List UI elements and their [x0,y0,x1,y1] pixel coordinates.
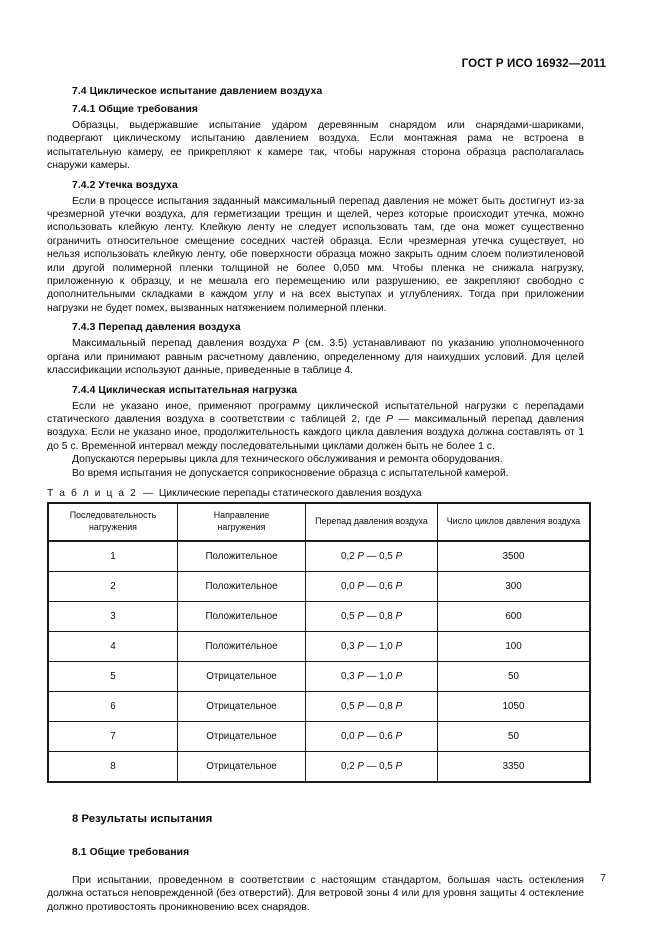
paragraph-7-4-4-note-2: Во время испытания не допускается соприкосновение образца с испытательной камерой. [72,467,509,479]
cell-direction: Положительное [178,571,306,601]
pressure-variable-symbol: P [395,550,403,562]
table-2-caption-label: Т а б л и ц а 2 [47,487,138,499]
table-row [48,691,590,721]
column-header-direction [178,503,306,541]
table-row [48,751,590,782]
cell-cycle-count: 600 [438,601,591,631]
cell-sequence: 5 [48,661,178,691]
cell-direction: Отрицательное [178,751,306,782]
cell-direction: Отрицательное [178,691,306,721]
pressure-range-separator: — [363,580,380,592]
column-header-pressure-difference [306,503,438,541]
cell-direction: Отрицательное [178,661,306,691]
heading-7-4-4: 7.4.4 Циклическая испытательная нагрузка [72,384,298,396]
table-header-row [48,503,590,541]
cell-direction: Положительное [178,631,306,661]
table-2-caption-dash: — [137,487,159,499]
heading-8-1: 8.1 Общие требования [72,846,190,858]
cell-sequence: 8 [48,751,178,782]
table-row [48,601,590,631]
pressure-low-value: 0,0 [340,730,358,742]
pressure-variable-symbol: P [386,413,394,425]
column-header-line: Перепад давления воздуха [315,516,428,527]
paragraph-8-1: При испытании, проведенном в соответствии с настоящим стандартом, большая часть остекления должна остаться неповрежденной (без отверстий). Для ветровой зоны 4 или для уровня защиты 4 остекление должно противостоять проникновению всех снарядов. [47,874,584,913]
pressure-range-separator: — [363,760,380,772]
heading-7-4-1: 7.4.1 Общие требования [72,104,198,115]
pressure-range-separator: — [363,640,380,652]
pressure-variable-symbol: P [395,700,403,712]
cell-pressure-difference [306,691,438,721]
column-header-line: нагружения [217,521,266,532]
pressure-variable-symbol: P [395,580,403,592]
pressure-variable-symbol: P [357,640,364,652]
cell-direction: Положительное [178,601,306,631]
pressure-variable-symbol: P [357,550,364,562]
cell-cycle-count: 3350 [438,751,591,782]
pressure-range-separator: — [363,700,380,712]
pressure-high-value: 0,6 [379,730,396,742]
cell-cycle-count: 3500 [438,541,591,572]
pressure-low-value: 0,2 [340,760,358,772]
pressure-variable-symbol: P [395,670,403,682]
table-2-caption [47,488,584,499]
paragraph-7-4-3-lead: Максимальный перепад давления воздуха [72,338,293,350]
cell-pressure-difference [306,601,438,631]
pressure-variable-symbol: P [395,730,403,742]
paragraph-7-4-4-rest: — максимальный перепад давления воздуха. Если не указано иное, продолжительность каждого цикла давления воздуха должна составлять от 1 до 5 с. Временной интервал между последовательными циклами должен быть не более 1 с. [47,413,584,452]
cell-sequence: 6 [48,691,178,721]
pressure-variable-symbol: P [292,338,300,350]
column-header-sequence [48,503,178,541]
cell-pressure-difference [306,631,438,661]
pressure-low-value: 0,5 [340,700,358,712]
heading-7-4-2: 7.4.2 Утечка воздуха [72,179,178,191]
column-header-line: Число циклов давления воздуха [446,516,581,527]
pressure-low-value: 0,0 [340,580,358,592]
paragraph-7-4-1: Образцы, выдержавшие испытание ударом деревянным снарядом или снарядами-шариками, подвергают циклическому испытанию давлением воздуха. Если монтажная рама не встроена в испытательную камеру, ее прикрепляют к камере так, чтобы наружная сторона образца располагалась снаружи камеры. [47,120,584,172]
table-row [48,571,590,601]
cell-sequence: 2 [48,571,178,601]
table-row [48,721,590,751]
cell-sequence: 3 [48,601,178,631]
cell-pressure-difference [306,661,438,691]
table-row [48,541,590,572]
column-header-line: Направление [213,510,270,521]
pressure-range-separator: — [363,670,380,682]
page-number: 7 [600,873,606,884]
pressure-variable-symbol: P [357,670,364,682]
pressure-range-separator: — [363,550,380,562]
cell-cycle-count: 50 [438,661,591,691]
table-2-caption-text: Циклические перепады статического давления воздуха [158,487,422,499]
cell-cycle-count: 300 [438,571,591,601]
table-header [48,503,590,541]
cell-cycle-count: 1050 [438,691,591,721]
pressure-high-value: 0,6 [379,580,396,592]
table-row [48,631,590,661]
heading-8: 8 Результаты испытания [72,812,213,825]
pressure-low-value: 0,3 [340,670,358,682]
pressure-low-value: 0,2 [340,550,358,562]
paragraph-7-4-3-rest: (см. 3.5) устанавливают по указанию уполномоченного органа или принимают равным расчетному давлению, определенному для наихудших условий. Для целей классификации используют данные, приведенные в таблице 4. [47,338,584,377]
cell-cycle-count: 100 [438,631,591,661]
pressure-variable-symbol: P [395,760,403,772]
pressure-variable-symbol: P [395,610,403,622]
cell-direction: Отрицательное [178,721,306,751]
heading-7-4: 7.4 Циклическое испытание давлением воздуха [72,86,323,97]
cell-direction: Положительное [178,541,306,572]
column-header-line: Последовательность [69,510,157,521]
cell-sequence: 4 [48,631,178,661]
paragraph-7-4-2: Если в процессе испытания заданный максимальный перепад давления не может быть достигнут из-за чрезмерной утечки воздуха, для герметизации трещин и щелей, через которые происходит утечка, можно использовать клейкую ленту. Клейкую ленту не следует использовать там, где она может существенно ограничить относительное смещение соседних частей образца. Если чрезмерная утечка существует, но нельзя использовать клейкую ленту, обе поверхности образца можно закрыть одним слоем полиэтиленовой или другой полимерной пленки толщиной не более 0,050 мм. Чтобы пленка не снижала нагрузку, приложенную к образцу, и не мешала его перемещению или разрушению, ее закрепляют свободно с дополнительными складками в каждом углу и на всех выступах и углублениях. Тогда при приложении нагрузки не будет помех, вызванных натяжением полимерной пленки. [47,195,584,314]
pressure-low-value: 0,5 [340,610,358,622]
pressure-variable-symbol: P [357,700,364,712]
cell-pressure-difference [306,751,438,782]
pressure-variable-symbol: P [357,610,364,622]
table-cyclic-pressure-differences [47,502,591,783]
pressure-variable-symbol: P [357,730,364,742]
pressure-high-value: 0,8 [379,610,396,622]
page-header-standard-number: ГОСТ Р ИСО 16932—2011 [461,58,606,70]
cell-pressure-difference [306,721,438,751]
paragraph-7-4-4-note-1: Допускаются перерывы цикла для технического обслуживания и ремонта оборудования. [72,454,503,466]
cell-sequence: 7 [48,721,178,751]
table-row [48,661,590,691]
pressure-variable-symbol: P [357,580,364,592]
pressure-high-value: 0,8 [379,700,396,712]
document-body [47,86,584,914]
pressure-range-separator: — [363,610,380,622]
paragraph-7-4-3 [47,337,584,377]
cell-pressure-difference [306,571,438,601]
paragraph-7-4-4 [47,400,584,454]
pressure-low-value: 0,3 [340,640,358,652]
column-header-cycle-count [438,503,591,541]
paragraph-7-4-4-lead: Если не указано иное, применяют программу циклической испытательной нагрузки с перепадами статического давления воздуха в соответствии с таблицей 2, где [47,400,584,425]
heading-7-4-3: 7.4.3 Перепад давления воздуха [72,322,241,334]
cell-sequence: 1 [48,541,178,572]
pressure-high-value: 1,0 [379,670,396,682]
pressure-variable-symbol: P [357,760,364,772]
pressure-variable-symbol: P [395,640,403,652]
pressure-high-value: 0,5 [379,550,396,562]
column-header-line: нагружения [89,521,137,532]
cell-pressure-difference [306,541,438,572]
table-body [48,541,590,782]
pressure-range-separator: — [363,730,380,742]
pressure-high-value: 0,5 [379,760,396,772]
cell-cycle-count: 50 [438,721,591,751]
pressure-high-value: 1,0 [379,640,396,652]
